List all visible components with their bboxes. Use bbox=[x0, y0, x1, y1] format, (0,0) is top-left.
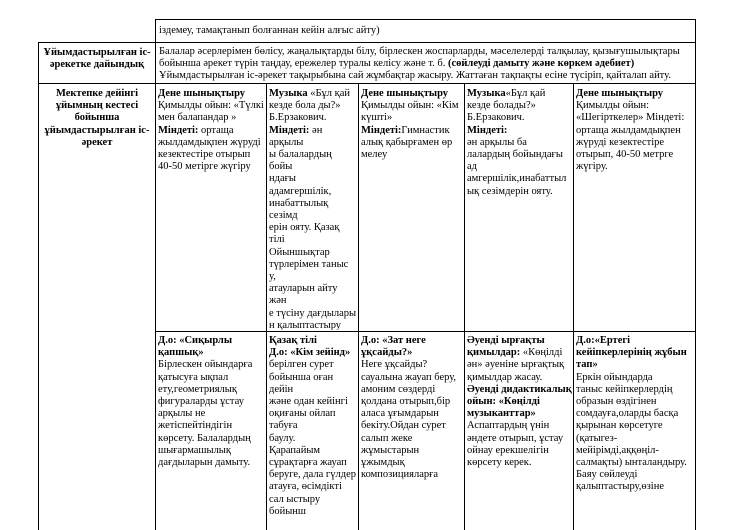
thu-top: Музыка«Бұл қай кезде болады?» Б.Ерзакович. Міндеті: ән арқылы ба лалардың бойындағы ад амгершілік,инабаттыл ық сезімдерін ояту. bbox=[467, 88, 567, 197]
fri-bottom: Д.о:«Ертегі кейіпкерлерінің жұбын тап» Еркін ойындарда таныс кейіпкерлердің образын өздігінен сомдауға,оларды басқа қырынан көрсетуге (қатыгез- мейірімді,аққөңіл- салмақты) ынталандыру. Баяу сөйлеуді қалыптастыру,өзіне bbox=[576, 335, 687, 493]
rule-col1 bbox=[155, 19, 156, 530]
readiness-tail: Ұйымдастырылған іс-әрекет тақырыбына сай жұмбақтар жасыру. Жаттаған тақпақты есіне түсіріп, қайталап айту. bbox=[159, 70, 671, 81]
rule-1 bbox=[38, 42, 695, 43]
intro-row-text: іздемеу, тамақтанып болғаннан кейін алғыс айту) bbox=[159, 25, 380, 36]
readiness-text bbox=[159, 46, 693, 82]
mon-top: Дене шынықтыру Қимылды ойын: «Түлкі мен балапандар » Міндеті: ортаща жылдамдықпен жүруді кезектестіре отырып 40-50 метірге жүгіру bbox=[158, 88, 264, 173]
readiness-bold: (сөйлеуді дамыту және көркем әдебиет) bbox=[447, 58, 635, 69]
fri-top: Дене шынықтыру Қимылды ойын: «Шегірткелер» Міндеті: ортаща жылдамдықпен жүруді кезектестіре отырып, 40-50 метрге жүгіру. bbox=[576, 88, 685, 173]
tue-top: Музыка «Бұл қай кезде бола ды?» Б.Ерзакович. Міндеті: ән арқылы ы балалардың бойы ндағы адамгершілік, инабаттылық сезімд ерін ояту. Қазақ тілі Ойыншықтар түрлерімен таныс у, атауларын айту жән е түсіну дағдылары н қалыптастыру bbox=[269, 88, 357, 330]
rule-c3 bbox=[358, 83, 359, 530]
tue-bottom: Қазақ тілі Д.о: «Кім зейінд» берілген сурет бойынша оған дейін және одан кейінгі оқиғаны ойлап табуға баулу. Қарапайым сұрақтарға жауап беруге, дала гүлдер атауға, өсімдікті сал ыстыру бойынш bbox=[269, 335, 356, 517]
schedule-label: Мектепке дейінгі ұйымның кестесі бойынша ұйымдастырылған іс-әрекет bbox=[44, 88, 150, 148]
thu-bottom: Әуенді ырғақты қимылдар: «Көңілді ән» әуеніне ырғақтық қимылдар жасау. Әуенді дидактикалық ойын: «Көңілді музыканттар» Аспаптардың үнін әндете отырып, ұстау ойнау ерекшелігін көрсету керек. bbox=[467, 335, 572, 469]
readiness-label: Ұйымдастырылған іс-әрекетке дайындық bbox=[43, 47, 151, 71]
wed-top: Дене шынықтыру Қимылды ойын: «Кім күшті» Міндеті:Гимнастик алық қабырғамен өр мелеу bbox=[361, 88, 459, 161]
rule-right bbox=[695, 19, 696, 530]
rule-left bbox=[38, 42, 39, 530]
rule-3 bbox=[155, 331, 695, 332]
rule-c2 bbox=[266, 83, 267, 530]
readiness-line-2: бойынша әрекет түрін таңдау, ережелер туралы келісу және т. б. bbox=[159, 58, 446, 69]
wed-bottom: Д.о: «Зат неге ұқсайды?» Неге ұқсайды? сауалына жауап беру, амоним сөздерді қолдана отырып,бір аласа ұғымдарын бекіту.Ойдан сурет салып жеке жұмыстарын ұжымдық композицияларға bbox=[361, 335, 457, 481]
rule-c5 bbox=[573, 83, 574, 530]
rule-2 bbox=[38, 83, 695, 84]
readiness-line-1: Балалар әсерлерімен бөлісу, жаңалықтарды білу, бірлескен жоспарларды, мәселелерді талқылау, қызығушылықтары bbox=[159, 46, 680, 57]
rule-c4 bbox=[464, 83, 465, 530]
rule-top bbox=[155, 19, 695, 20]
mon-bottom: Д.о: «Сиқырлы қапшық» Бірлескен ойындарға қатысуға ықпал ету,геометриялық фигураларды ұстау арқылы не жетіспейтіндігін көрсету. Балалардың шығармашылық дағдыларын дамыту. bbox=[158, 335, 253, 469]
